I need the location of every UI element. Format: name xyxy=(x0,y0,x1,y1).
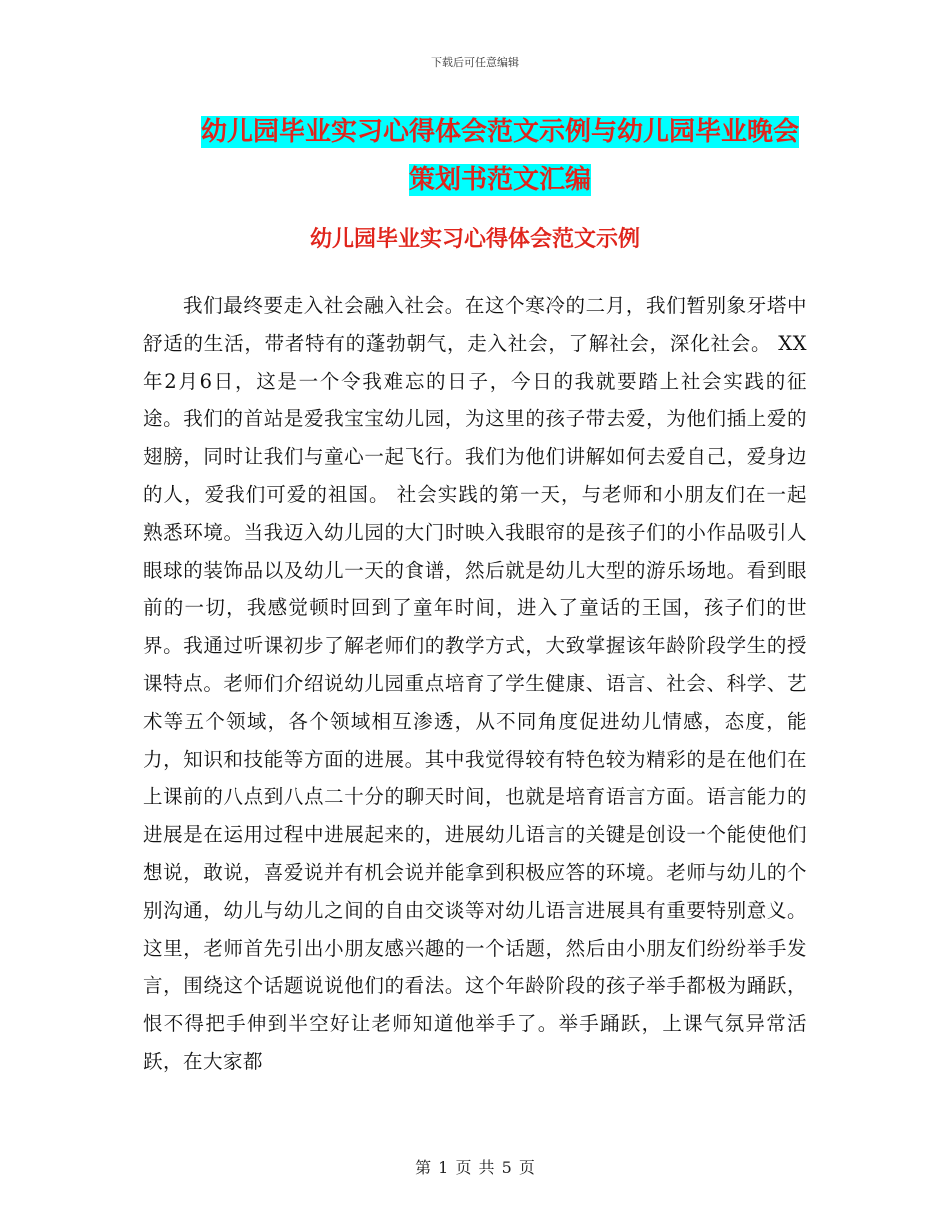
document-title xyxy=(150,108,850,204)
document-title-line2: 策划书范文汇编 xyxy=(408,165,591,195)
body-paragraph: 我们最终要走入社会融入社会。在这个寒冷的二月，我们暂别象牙塔中舒适的生活，带者特有的蓬勃朝气，走入社会，了解社会，深化社会。 XX年2月6日，这是一个令我难忘的日子，今日的我就要踏上社会实践的征途。我们的首站是爱我宝宝幼儿园，为这里的孩子带去爱，为他们插上爱的翅膀，同时让我们与童心一起飞行。我们为他们讲解如何去爱自己，爱身边的人，爱我们可爱的祖国。 社会实践的第一天，与老师和小朋友们在一起熟悉环境。当我迈入幼儿园的大门时映入我眼帘的是孩子们的小作品吸引人眼球的装饰品以及幼儿一天的食谱，然后就是幼儿大型的游乐场地。看到眼前的一切，我感觉顿时回到了童年时间，进入了童话的王国，孩子们的世界。我通过听课初步了解老师们的教学方式，大致掌握该年龄阶段学生的授课特点。老师们介绍说幼儿园重点培育了学生健康、语言、社会、科学、艺术等五个领域，各个领域相互渗透，从不同角度促进幼儿情感，态度，能力，知识和技能等方面的进展。其中我觉得较有特色较为精彩的是在他们在上课前的八点到八点二十分的聊天时间，也就是培育语言方面。语言能力的进展是在运用过程中进展起来的，进展幼儿语言的关键是创设一个能使他们想说，敢说，喜爱说并有机会说并能拿到积极应答的环境。老师与幼儿的个别沟通，幼儿与幼儿之间的自由交谈等对幼儿语言进展具有重要特别意义。这里，老师首先引出小朋友感兴趣的一个话题，然后由小朋友们纷纷举手发言，围绕这个话题说说他们的看法。这个年龄阶段的孩子举手都极为踊跃，恨不得把手伸到半空好让老师知道他举手了。举手踊跃，上课气氛异常活跃，在大家都 xyxy=(143,294,807,1073)
header-note: 下载后可任意编辑 xyxy=(431,56,519,69)
section-title: 幼儿园毕业实习心得体会范文示例 xyxy=(309,227,640,252)
page-number: 第 1 页 共 5 页 xyxy=(415,1158,535,1177)
document-title-line1: 幼儿园毕业实习心得体会范文示例与幼儿园毕业晚会 xyxy=(200,117,799,147)
